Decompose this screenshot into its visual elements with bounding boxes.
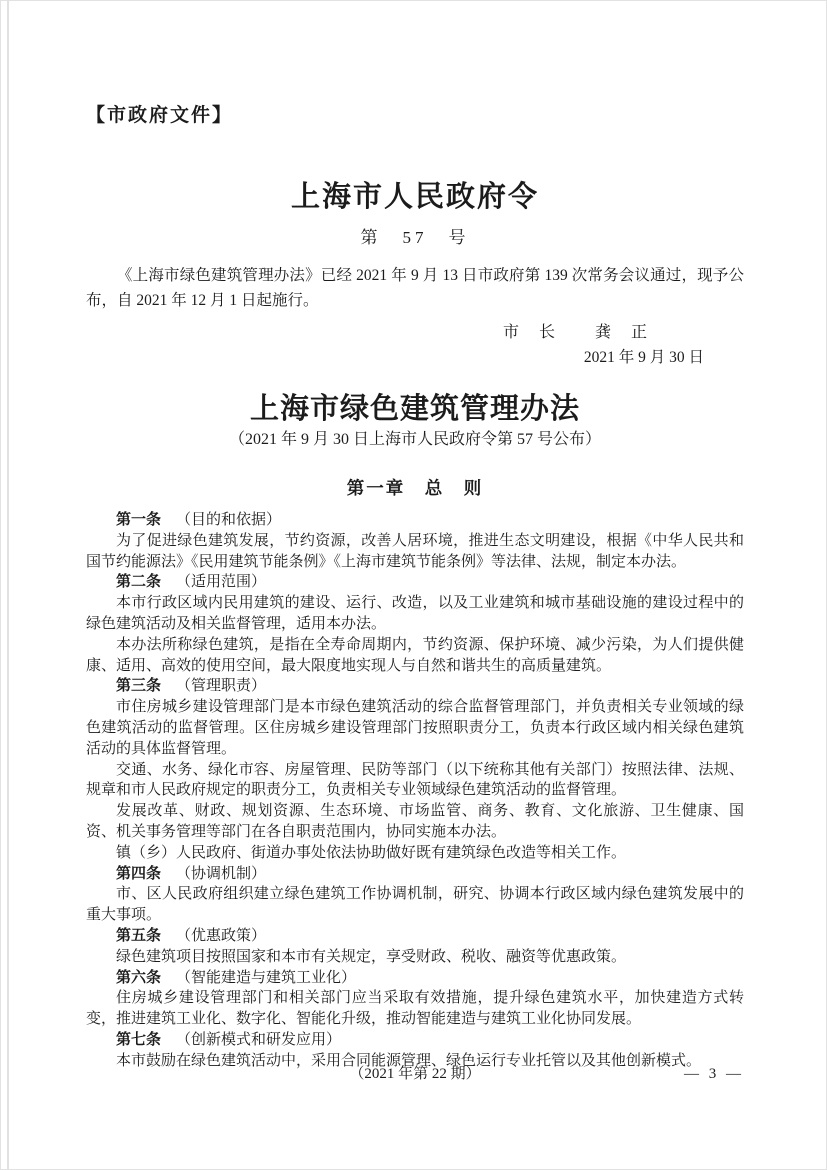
article-paragraph: 绿色建筑项目按照国家和本市有关规定，享受财政、税收、融资等优惠政策。 xyxy=(116,948,627,965)
article-heading xyxy=(86,676,744,697)
decree-title: 上海市人民政府令 xyxy=(290,181,539,213)
article-number: 第二条 xyxy=(116,574,162,591)
article-heading xyxy=(86,864,744,885)
regulation-title: 上海市绿色建筑管理办法 xyxy=(249,393,580,425)
page-footer xyxy=(86,1064,744,1084)
article-heading xyxy=(86,968,744,989)
article-number: 第四条 xyxy=(116,865,162,882)
category-tag: 【市政府文件】 xyxy=(86,105,234,126)
article-number: 第七条 xyxy=(116,1031,162,1048)
article-number: 第三条 xyxy=(116,678,162,695)
article-subject: （适用范围） xyxy=(176,574,267,591)
decree-announcement: 《上海市绿色建筑管理办法》已经 2021 年 9 月 13 日市政府第 139 次常务会议通过，现予公布，自 2021 年 12 月 1 日起施行。 xyxy=(86,267,744,309)
article-number: 第五条 xyxy=(116,927,162,944)
article-paragraph: 本市鼓励在绿色建筑活动中，采用合同能源管理、绿色运行专业托管以及其他创新模式。 xyxy=(116,1052,702,1069)
regulation-subtitle: （2021 年 9 月 30 日上海市人民政府令第 57 号公布） xyxy=(228,431,601,448)
article-subject: （智能建造与建筑工业化） xyxy=(176,969,357,986)
article-paragraph: 市住房城乡建设管理部门是本市绿色建筑活动的综合监督管理部门，并负责相关专业领域的绿色建筑活动的监督管理。区住房城乡建设管理部门按照职责分工，负责本行政区域内相关绿色建筑活动的具体监督管理。 xyxy=(86,699,744,757)
article-paragraph: 本办法所称绿色建筑，是指在全寿命周期内，节约资源、保护环境、减少污染，为人们提供健康、适用、高效的使用空间，最大限度地实现人与自然和谐共生的高质量建筑。 xyxy=(86,636,744,674)
article-subject: （目的和依据） xyxy=(176,512,282,528)
article-subject: （创新模式和研发应用） xyxy=(176,1031,342,1048)
article-number: 第一条 xyxy=(116,512,162,528)
decree-number: 第 57 号 xyxy=(360,228,470,247)
article-heading xyxy=(86,1030,744,1051)
article-subject: （优惠政策） xyxy=(176,927,267,944)
chapter-heading: 第一章 总 则 xyxy=(346,478,484,498)
article-paragraph: 镇（乡）人民政府、街道办事处依法协助做好既有建筑绿色改造等相关工作。 xyxy=(116,844,627,861)
articles-container xyxy=(86,510,744,1072)
signer-line xyxy=(86,323,704,343)
article-paragraph: 为了促进绿色建筑发展，节约资源，改善人居环境，推进生态文明建设，根据《中华人民共和国节约能源法》《民用建筑节能条例》《上海市建筑节能条例》等法律、法规，制定本办法。 xyxy=(86,532,744,570)
article-paragraph: 市、区人民政府组织建立绿色建筑工作协调机制，研究、协调本行政区域内绿色建筑发展中的重大事项。 xyxy=(86,886,744,924)
article-paragraph: 住房城乡建设管理部门和相关部门应当采取有效措施，提升绿色建筑水平，加快建造方式转变，推进建筑工业化、数字化、智能化升级，推动智能建造与建筑工业化协同发展。 xyxy=(86,990,744,1028)
article-paragraph: 发展改革、财政、规划资源、生态环境、市场监管、商务、教育、文化旅游、卫生健康、国资、机关事务管理等部门在各自职责范围内，协同实施本办法。 xyxy=(86,803,744,840)
sign-date: 2021 年 9 月 30 日 xyxy=(583,349,704,366)
footer-page-number: — 3 — xyxy=(684,1066,744,1082)
article-paragraph: 本市行政区域内民用建筑的建设、运行、改造，以及工业建筑和城市基础设施的建设过程中的绿色建筑活动及相关监督管理，适用本办法。 xyxy=(86,595,744,632)
article-subject: （管理职责） xyxy=(176,678,267,695)
article-heading xyxy=(86,572,744,593)
signer-title: 市 长 xyxy=(502,324,557,341)
article-paragraph: 交通、水务、绿化市容、房屋管理、民防等部门（以下统称其他有关部门）按照法律、法规、规章和市人民政府规定的职责分工，负责相关专业领域绿色建筑活动的监督管理。 xyxy=(86,761,744,799)
signer-name: 龚 正 xyxy=(594,324,649,341)
article-heading xyxy=(86,510,744,531)
page-content xyxy=(1,1,826,1072)
article-number: 第六条 xyxy=(116,969,162,986)
signature-block xyxy=(86,323,704,367)
footer-issue: （2021 年第 22 期） xyxy=(349,1066,481,1082)
article-heading xyxy=(86,926,744,947)
article-subject: （协调机制） xyxy=(176,865,267,882)
